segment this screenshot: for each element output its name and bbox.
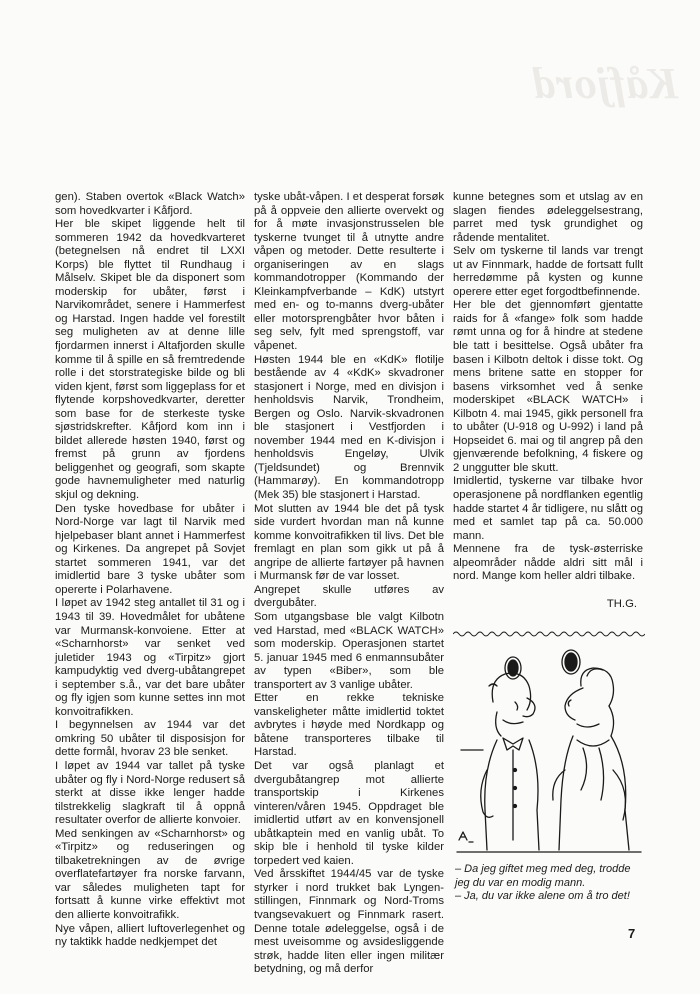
paragraph: Mennene fra de tysk-østerriske alpeområder nådde aldri sitt mål i nord. Mange kom heller aldri tilbake. — [453, 543, 643, 583]
paragraph: Angrepet skulle utføres av dvergubåter. — [254, 583, 444, 610]
paragraph: tyske ubåt-våpen. I et desperat forsøk på å oppveie den allierte overvekt og for å møte invasjonstrusselen ble tyskerne tvunget til å utnytte andre våpen og metoder. Dette resulterte i organiseringen av en slags kommandotropper (Kommando der Kleinkampfverbande – KdK) utstyrt med en- og to-manns dverg-ubåter eller motorsprengbåter hvor båten i seg selv, fylt med sprengstoff, var våpenet. — [254, 191, 444, 353]
caption-line: – Da jeg giftet meg med deg, trodde jeg du var en modig mann. — [455, 863, 631, 889]
paragraph: Her ble det gjennomført gjentatte raids for å «fange» folk som hadde rømt unna og for å hindre at stedene ble tatt i besittelse. Også ubåter fra basen i Kilbotn deltok i disse tokt. Og mens britene satte en stopper for basens virksomhet ved å senke moderskipet «BLACK WATCH» i Kilbotn 4. mai 1945, gikk personell fra to ubåter (U-918 og U-992) i land på Hopseidet 6. mai og til angrep på den gjenværende befolkning, 4 fiskere og 2 unggutter ble skutt. — [453, 299, 643, 474]
paragraph: I begynnelsen av 1944 var det omkring 50 ubåter til disposisjon for dette formål, hvorav 23 ble senket. — [55, 719, 245, 759]
cartoon-caption — [455, 863, 645, 904]
paragraph: I løpet av 1942 steg antallet til 31 og i 1943 til 39. Hovedmålet for ubåtene var Murmansk-konvoiene. Etter at «Scharnhorst» var senket ved juletider 1943 og «Tirpitz» gjort kampudyktig ved dverg-ubåtangrepet i september s.å., var det bare ubåter og fly igjen som kunne settes inn mot konvoitrafikken. — [55, 597, 245, 718]
author-signature: TH.G. — [606, 597, 637, 610]
paragraph: Med senkingen av «Scharnhorst» og «Tirpitz» og reduseringen og tilbaketrekningen av de øvrige overflatefartøyer fra norske farvann, var således muligheten tapt for fortsatt å kunne virke effektivt mot den allierte konvoitrafikk. — [55, 827, 245, 921]
cartoon-illustration — [453, 640, 645, 858]
paragraph: Det var også planlagt et dvergubåtangrep mot allierte transportskip i Kirkenes vinteren/våren 1945. Oppdraget ble imidlertid utført av en konvensjonell ubåtkaptein med en vanlig ubåt. To skip ble i henhold til tyske kilder torpedert ved kaien. — [254, 759, 444, 867]
paragraph: Nye våpen, alliert luftoverlegenhet og ny taktikk hadde nedkjempet det — [55, 922, 245, 949]
paragraph: Den tyske hovedbase for ubåter i Nord-Norge var lagt til Narvik med hjelpebaser blant annet i Hammerfest og Kirkenes. Da angrepet på Sovjet startet sommeren 1941, var det imidlertid bare 3 tyske ubåter som opererte i Polarhavene. — [55, 502, 245, 596]
paragraph: Ved årsskiftet 1944/45 var de tyske styrker i nord trukket bak Lyngen-stillingen, Finnmark og Nord-Troms tvangsevakuert og Finnmark rasert. Denne totale ødeleggelse, også i de mest uveisomme og avsidesliggende strøk, hadde liten eller ingen militær betydning, og må derfor — [254, 868, 444, 976]
page-number: 7 — [628, 926, 636, 941]
paragraph: Høsten 1944 ble en «KdK» flotilje bestående av 4 «KdK» skvadroner stasjonert i Norge, med en divisjon i henholdsvis Narvik, Trondheim, Bergen og Oslo. Narvik-skvadronen ble stasjonert i Vestfjorden i november 1944 med en K-divisjon i henholdsvis Engeløy, Ulvik (Tjeldsundet) og Brennvik (Hammarøy). En kommandotropp (Mek 35) ble stasjonert i Harstad. — [254, 353, 444, 502]
paragraph: I løpet av 1944 var tallet på tyske ubåter og fly i Nord-Norge redusert så sterkt at disse ikke lenger hadde tilstrekkelig slagkraft til å oppnå resultater overfor de allierte konvoier. — [55, 759, 245, 827]
wavy-divider — [453, 630, 645, 638]
paragraph: kunne betegnes som et utslag av en slagen fiendes ødeleggelsestrang, parret med tysk grundighet og rådende mentalitet. — [453, 191, 643, 244]
paragraph: Imidlertid, tyskerne var tilbake hvor operasjonene på nordflanken egentlig hadde startet 4 år tidligere, nu slått og med et samlet tap på ca. 50.000 mann. — [453, 475, 643, 542]
show-through-heading: Kåfjord — [531, 59, 678, 108]
paragraph: Etter en rekke tekniske vanskeligheter måtte imidlertid toktet avbrytes i høyde med Nordkapp og båtene transporteres tilbake til Harstad. — [254, 692, 444, 759]
text-column-2 — [254, 191, 444, 977]
text-column-3 — [453, 191, 643, 611]
paragraph: gen). Staben overtok «Black Watch» som hovedkvarter i Kåfjord. — [55, 191, 245, 217]
text-column-1 — [55, 191, 245, 950]
paragraph: Mot slutten av 1944 ble det på tysk side vurdert hvordan man nå kunne komme konvoitrafikken til livs. Det ble fremlagt en plan som gikk ut på å angripe de allierte fartøyer på havnen i Murmansk før de var losset. — [254, 502, 444, 583]
paragraph: Her ble skipet liggende helt til sommeren 1942 da hovedkvarteret (betegnelsen nå endret til LXXI Korps) ble flyttet til Rundhaug i Målselv. Skipet ble da disponert som moderskip for ubåter, først i Narvikområdet, senere i Hammerfest og Harstad. Ingen hadde vel forestilt seg muligheten av at denne lille fjordarmen innerst i Altafjorden skulle komme til å spille en så fremtredende rolle i det storstrategiske bilde og bli viden kjent, først som liggeplass for et flytende korpshovedkvarter, deretter som base for de sterkeste tyske sjøstridskrefter. Kåfjord kom inn i bildet allerede høsten 1940, først og fremst på grunn av fjordens beliggenhet og geografi, som skapte gode havnemuligheter med naturlig skjul og dekning. — [55, 218, 245, 502]
paragraph: Selv om tyskerne til lands var trengt ut av Finnmark, hadde de fortsatt fullt herredømme på kysten og kunne operere etter eget forgodtbefinnende. — [453, 245, 643, 298]
caption-line: – Ja, du var ikke alene om å tro det! — [455, 890, 630, 903]
paragraph: Som utgangsbase ble valgt Kilbotn ved Harstad, med «BLACK WATCH» som moderskip. Operasjonen startet 5. januar 1945 med 6 enmannsubåter av typen «Biber», som ble transportert av 3 vanlige ubåter. — [254, 610, 444, 691]
